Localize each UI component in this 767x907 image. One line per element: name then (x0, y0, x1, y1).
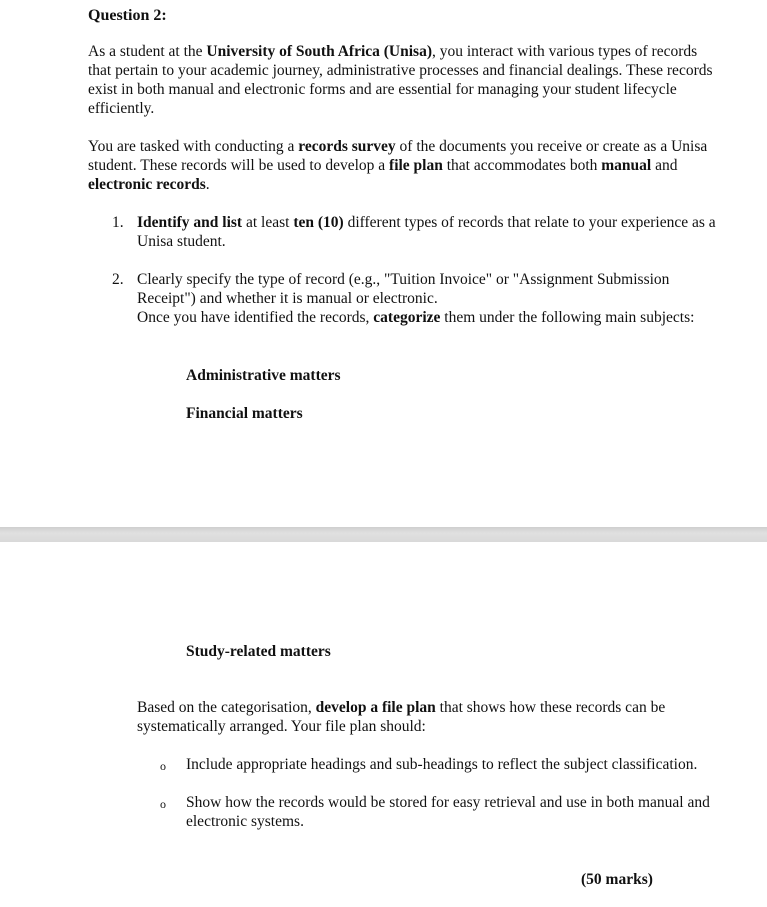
subject-study-related: Study-related matters (186, 643, 331, 660)
task-bold-file-plan: file plan (389, 157, 443, 174)
task-bold-electronic-records: electronic records (88, 176, 206, 193)
task-bold-records-survey: records survey (298, 138, 396, 155)
plan-bold-develop: develop a file plan (315, 699, 436, 716)
intro-paragraph (88, 42, 718, 118)
item2-line-specify: Clearly specify the type of record (e.g., "Tuition Invoice" or "Assignment Submission Receipt") and whether it is manual or electronic. (137, 271, 670, 307)
task-text-5: . (205, 176, 210, 193)
intro-text-2: , you interact with various types of records that pertain to your academic journey, administrative processes and financial dealings. These records exist in both manual and electronic forms and are essential for managing your student lifecycle efficiently. (88, 43, 713, 117)
subject-financial: Financial matters (186, 405, 303, 422)
bullet-marker-1: o (160, 759, 166, 773)
item2-text-2: Once you have identified the records, (137, 309, 374, 326)
plan-text-1: Based on the categorisation, (137, 699, 316, 716)
item1-text-1: at least (242, 214, 294, 231)
task-text-2: of the documents you receive or create as a Unisa student. These records will be used to develop a (88, 138, 708, 174)
item1-text-2: different types of records that relate to your experience as a Unisa student. (137, 214, 716, 250)
task-text-4: and (651, 157, 678, 174)
intro-bold-university: University of South Africa (Unisa) (206, 43, 432, 60)
bullet-marker-2: o (160, 797, 166, 811)
task-bold-manual: manual (601, 157, 652, 174)
list-item-1-number: 1. (112, 214, 124, 231)
task-text-1: You are tasked with conducting a (88, 138, 299, 155)
intro-text-1: As a student at the (88, 43, 207, 60)
plan-text-2: that shows how these records can be systematically arranged. Your file plan should: (137, 699, 666, 735)
marks-total: (50 marks) (581, 871, 653, 888)
question-title: Question 2: (88, 7, 167, 24)
list-item-2-number: 2. (112, 271, 124, 288)
item2-line-categorize (137, 308, 717, 327)
task-paragraph (88, 137, 718, 194)
file-plan-paragraph (137, 698, 717, 736)
item1-bold-identify: Identify and list (137, 214, 243, 231)
item2-bold-categorize: categorize (373, 309, 441, 326)
item2-text-3: them under the following main subjects: (440, 309, 695, 326)
subject-administrative: Administrative matters (186, 367, 341, 384)
item1-bold-ten: ten (10) (293, 214, 344, 231)
task-text-3: that accommodates both (442, 157, 602, 174)
list-item-1 (137, 213, 717, 251)
page-break-divider (0, 527, 767, 542)
bullet-item-headings: Include appropriate headings and sub-headings to reflect the subject classification. (186, 756, 698, 773)
list-item-2 (137, 270, 717, 327)
bullet-item-storage: Show how the records would be stored for easy retrieval and use in both manual and electronic systems. (186, 794, 710, 830)
